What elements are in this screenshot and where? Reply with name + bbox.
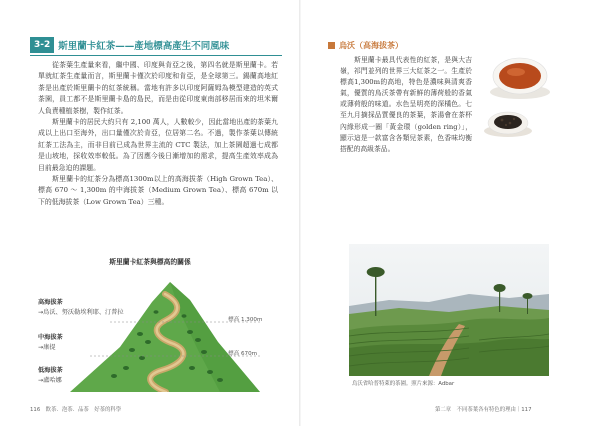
box-body-text [340,55,472,155]
section-header [30,37,282,53]
box-paragraph: 斯里蘭卡最具代表性的紅茶，是與大吉嶺，祁門並列的世界三大紅茶之一。生產於標高1,300m的高地，特色是濃味與清爽香氣，優質的烏沃茶帶有新鮮的薄荷般的香氣或薄荷般的味道。水色呈明亮的深橘色。七至九月摘採品質優良的茶葉，茶湯會在茶杯內緣形成一圈「黃金環（golden ring）」，顯示這是一款富含各類兒茶素，色香味均衡搭配的高級茶品。 [340,56,472,153]
photo-caption: 烏沃省哈普特萊的茶園。照片來源：Adbar [352,381,455,387]
section-title: 斯里蘭卡紅茶——產地標高產生不同風味 [58,41,230,52]
paragraph-2: 斯里蘭卡的居民大約只有 2,100 萬人，人數較少，因此當地出產的茶葉九成以上出口至海外，出口量僅次於肯亞，位居第二名。不過，製作茶葉以傳統紅茶工法為主，而非目前已成為世界主流的 CTC 製法，加上茶園超過七成都是山坡地，採收效率較低。為了因應今後日漸增加的需求，提高生產效率成為目前最急迫的課題。 [38,118,278,172]
tea-estate-photo [349,244,549,376]
paragraph-1: 從茶葉生產量來看，繼中國、印度與肯亞之後，第四名就是斯里蘭卡。若單就紅茶生產量而言，斯里蘭卡僅次於印度和肯亞，是全球第三。錫蘭高地紅茶是出產於斯里蘭卡的紅茶統稱。當地有許多以印度阿薩姆為模型建造的英式茶園，員工都不是斯里蘭卡島的島民，而是由從印度東南部移居而來的坦米爾人負責種植茶樹，製作紅茶。 [38,61,278,115]
page-gutter [299,0,301,426]
right-footer: 第二章 不同茶葉各有特色的理由｜117 [435,407,532,413]
medium-grown-label: 中海拔茶 →康提 [38,334,63,351]
elevation-1300-label: 標高 1,300m [228,317,263,323]
diagram-title: 斯里蘭卡紅茶與標高的關係 [109,258,191,266]
paragraph-3: 斯里蘭卡的紅茶分為標高1300m以上的高海拔茶（High Grown Tea）、標高 670 ～ 1,300m 的中海拔茶（Medium Grown Tea）、標高 670m 以下的低海拔茶（Low Grown Tea）三種。 [38,175,278,206]
section-rule [30,55,282,56]
tea-cup-image [488,52,552,100]
body-text [38,60,278,208]
left-footer: 116 飲茶．泡茶．品茶 好茶的科學 [30,407,122,413]
box-header [328,40,403,51]
low-grown-label: 低海拔茶 →盧哈娜 [38,367,63,384]
box-title: 烏沃（高海拔茶） [339,41,403,50]
high-grown-label: 高海拔茶 →烏沃、努沃勒埃利耶、汀普拉 [38,299,124,316]
section-number: 3-2 [30,37,54,53]
square-bullet-icon [328,42,335,49]
elevation-670-label: 標高 670m [228,351,258,357]
tea-leaves-image [480,105,536,139]
mountain-illustration [70,272,263,392]
